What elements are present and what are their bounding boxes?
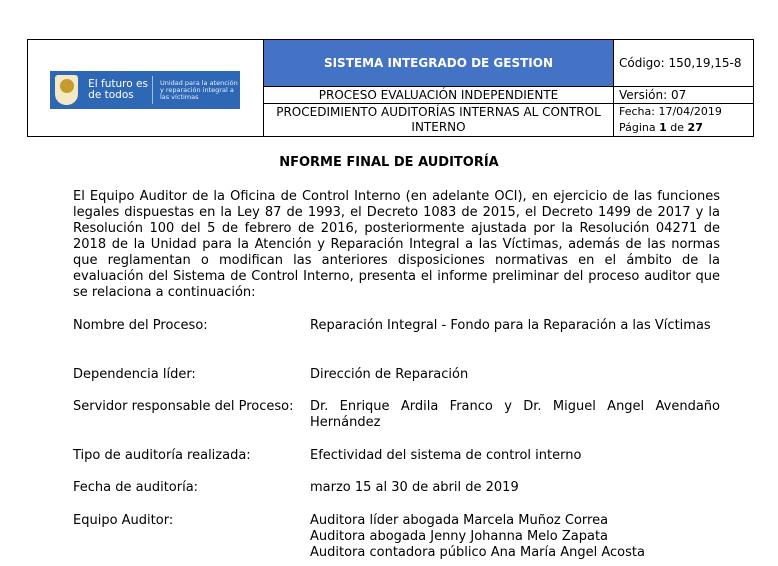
logo-slogan: El futuro es de todos: [88, 78, 148, 101]
document-header: [27, 39, 754, 137]
doc-date: Fecha: 17/04/2019: [619, 105, 722, 118]
logo-entity-name: Unidad para la atención y reparación integral a las víctimas: [159, 78, 238, 101]
doc-version: Versión: 07: [614, 87, 754, 104]
logo-cell: [28, 40, 264, 137]
procedure-name: PROCEDIMIENTO AUDITORÍAS INTERNAS AL CONTROL INTERNO: [264, 104, 614, 137]
auditor-name: Auditora abogada Jenny Johanna Melo Zapata: [310, 529, 609, 544]
intro-paragraph: El Equipo Auditor de la Oficina de Control Interno (en adelante OCI), en ejercicio de las funciones legales dispuestas en la Ley 87 de 1993, el Decreto 1083 de 2015, el Decreto 1499 de 2017 y la Resolución 100 del 5 de febrero de 2016, posteriormente ajustada por la Resolución 04271 de 2018 de la Unidad para la Atención y Reparación Integral a las Víctimas, además de las normas que reglamentan o modifican las anteriores disposiciones normativas en el ámbito de la evaluación del Sistema de Control Interno, presenta el informe preliminar del proceso auditor que se relaciona a continuación:: [73, 189, 720, 300]
report-title: NFORME FINAL DE AUDITORÍA: [279, 155, 499, 170]
auditor-name: Auditora contadora público Ana María Angel Acosta: [310, 545, 645, 560]
unidad-victimas-logo: [50, 71, 240, 109]
doc-code: Código: 150,19,15-8: [614, 40, 754, 87]
page-indicator: Página 1 de 27: [619, 121, 703, 134]
colombia-coat-of-arms-icon: [55, 75, 78, 105]
system-title: SISTEMA INTEGRADO DE GESTION: [264, 40, 614, 87]
auditor-name: Auditora líder abogada Marcela Muñoz Correa: [310, 513, 609, 528]
process-name: PROCESO EVALUACIÓN INDEPENDIENTE: [264, 87, 614, 104]
